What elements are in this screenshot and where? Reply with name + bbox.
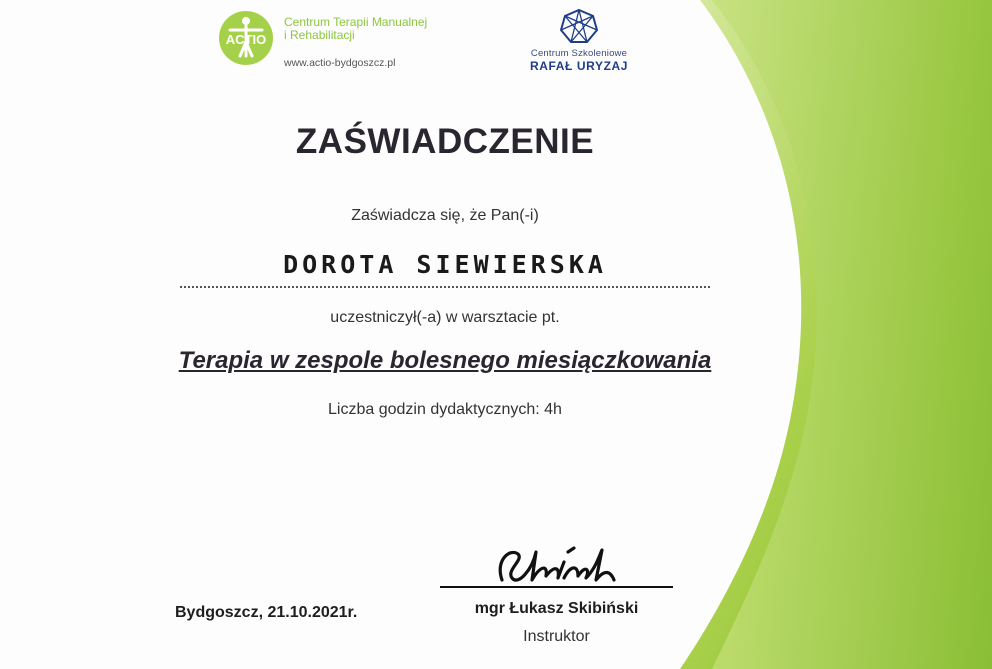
participation-text: uczestniczył(-a) w warsztacie pt. (330, 309, 560, 326)
dotted-name-line (180, 286, 710, 288)
course-title: Terapia w zespole bolesnego miesiączkowania (178, 347, 712, 374)
signer-role: Instruktor (523, 628, 590, 645)
training-center-logo (524, 8, 634, 78)
actio-name-line1: Centrum Terapii Manualnej (284, 15, 428, 29)
participant-name: DOROTA SIEWIERSKA (283, 250, 607, 279)
signature-line (440, 586, 673, 588)
actio-logo-icon (218, 10, 274, 66)
actio-website: www.actio-bydgoszcz.pl (284, 57, 396, 69)
statement-text: Zaświadcza się, że Pan(-i) (351, 207, 539, 224)
actio-logo (218, 10, 428, 70)
training-center-name: RAFAŁ URYZAJ (529, 59, 629, 73)
actio-name-line2: i Rehabilitacji (284, 28, 355, 42)
place-and-date: Bydgoszcz, 21.10.2021r. (175, 604, 358, 621)
geometric-network-icon (559, 8, 599, 44)
actio-mark-text: ACTIO (225, 32, 267, 47)
handwritten-signature (440, 540, 675, 590)
training-center-subtitle: Centrum Szkoleniowe (530, 48, 628, 59)
hours-text: Liczba godzin dydaktycznych: 4h (328, 401, 562, 418)
certificate-title: ZAŚWIADCZENIE (295, 122, 595, 161)
signer-name: mgr Łukasz Skibiński (474, 600, 639, 617)
